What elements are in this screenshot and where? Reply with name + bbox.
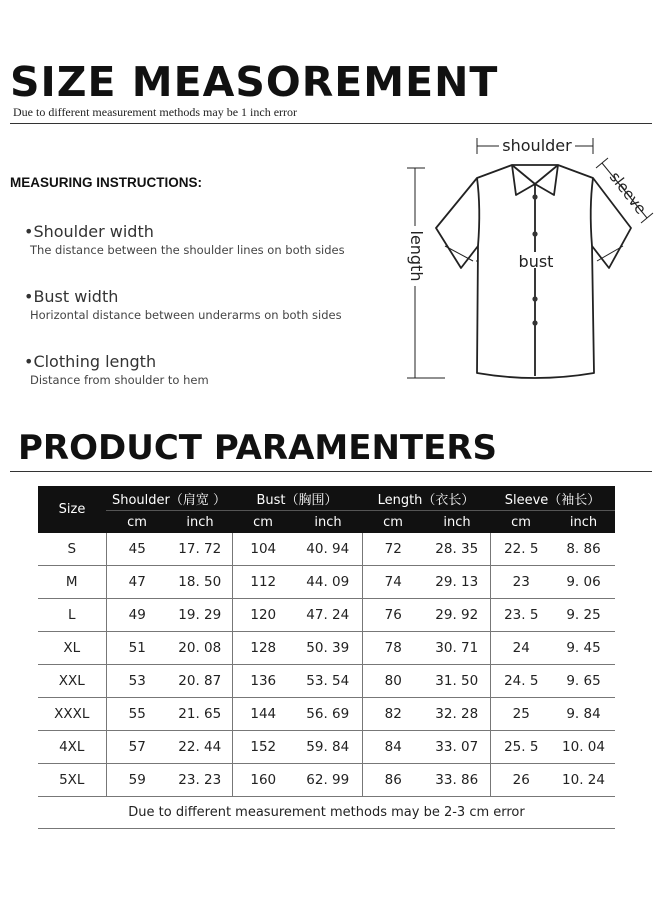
cell-shoulder-cm: 53: [106, 665, 168, 698]
sub-header-inch: inch: [424, 511, 490, 534]
page-subtitle: Due to different measurement methods may be 1 inch error: [13, 105, 298, 119]
cell-sleeve-inch: 9. 65: [552, 665, 615, 698]
col-header-bust: Bust（胸围）: [232, 486, 362, 511]
sub-header-cm: cm: [362, 511, 424, 534]
cell-length-inch: 29. 13: [424, 566, 490, 599]
cell-bust-cm: 104: [232, 533, 294, 566]
cell-length-inch: 31. 50: [424, 665, 490, 698]
sub-header-inch: inch: [294, 511, 362, 534]
cell-bust-cm: 152: [232, 731, 294, 764]
cell-size: S: [38, 533, 106, 566]
cell-shoulder-inch: 17. 72: [168, 533, 232, 566]
sub-header-cm: cm: [106, 511, 168, 534]
sub-header-cm: cm: [490, 511, 552, 534]
cell-size: 5XL: [38, 764, 106, 797]
sub-header-inch: inch: [168, 511, 232, 534]
cell-bust-inch: 56. 69: [294, 698, 362, 731]
cell-length-cm: 74: [362, 566, 424, 599]
diagram-label-shoulder: shoulder: [502, 136, 572, 155]
table-row: [38, 764, 615, 797]
cell-shoulder-cm: 55: [106, 698, 168, 731]
diagram-label-sleeve: sleeve: [605, 168, 650, 218]
product-divider: [10, 471, 652, 472]
cell-length-inch: 28. 35: [424, 533, 490, 566]
cell-size: XXXL: [38, 698, 106, 731]
cell-length-inch: 32. 28: [424, 698, 490, 731]
cell-length-inch: 33. 86: [424, 764, 490, 797]
cell-length-cm: 84: [362, 731, 424, 764]
cell-length-cm: 72: [362, 533, 424, 566]
cell-length-inch: 30. 71: [424, 632, 490, 665]
cell-length-cm: 82: [362, 698, 424, 731]
cell-shoulder-inch: 23. 23: [168, 764, 232, 797]
cell-bust-inch: 47. 24: [294, 599, 362, 632]
footnote-divider: [38, 828, 615, 829]
cell-sleeve-inch: 10. 24: [552, 764, 615, 797]
cell-length-inch: 33. 07: [424, 731, 490, 764]
cell-size: XL: [38, 632, 106, 665]
product-title: PRODUCT PARAMENTERS: [18, 428, 498, 468]
cell-bust-cm: 128: [232, 632, 294, 665]
cell-bust-inch: 44. 09: [294, 566, 362, 599]
cell-sleeve-cm: 24: [490, 632, 552, 665]
header-divider: [10, 123, 652, 124]
cell-shoulder-cm: 47: [106, 566, 168, 599]
diagram-label-length: length: [407, 230, 426, 282]
table-row: [38, 599, 615, 632]
cell-shoulder-cm: 45: [106, 533, 168, 566]
instruction-length: [24, 352, 209, 387]
cell-bust-inch: 40. 94: [294, 533, 362, 566]
col-header-sleeve: Sleeve（袖长）: [490, 486, 615, 511]
cell-shoulder-cm: 57: [106, 731, 168, 764]
cell-sleeve-inch: 9. 45: [552, 632, 615, 665]
cell-size: L: [38, 599, 106, 632]
cell-sleeve-cm: 26: [490, 764, 552, 797]
cell-shoulder-inch: 18. 50: [168, 566, 232, 599]
cell-shoulder-inch: 21. 65: [168, 698, 232, 731]
instructions-heading: MEASURING INSTRUCTIONS:: [10, 175, 202, 190]
table-row: [38, 533, 615, 566]
instruction-desc: Distance from shoulder to hem: [30, 373, 209, 387]
cell-sleeve-cm: 24. 5: [490, 665, 552, 698]
col-header-shoulder: Shoulder（肩宽 ）: [106, 486, 232, 511]
cell-shoulder-cm: 51: [106, 632, 168, 665]
table-row: [38, 698, 615, 731]
col-header-size: Size: [38, 486, 106, 533]
cell-sleeve-inch: 10. 04: [552, 731, 615, 764]
cell-shoulder-inch: 19. 29: [168, 599, 232, 632]
cell-bust-cm: 144: [232, 698, 294, 731]
cell-bust-inch: 50. 39: [294, 632, 362, 665]
cell-bust-cm: 112: [232, 566, 294, 599]
cell-bust-inch: 62. 99: [294, 764, 362, 797]
cell-bust-cm: 160: [232, 764, 294, 797]
cell-size: M: [38, 566, 106, 599]
shirt-diagram: [395, 128, 657, 388]
cell-sleeve-inch: 9. 84: [552, 698, 615, 731]
instruction-title: •Shoulder width: [24, 222, 154, 241]
cell-sleeve-cm: 25: [490, 698, 552, 731]
cell-sleeve-cm: 23: [490, 566, 552, 599]
cell-length-cm: 80: [362, 665, 424, 698]
table-row: [38, 731, 615, 764]
sub-header-inch: inch: [552, 511, 615, 534]
cell-shoulder-inch: 22. 44: [168, 731, 232, 764]
cell-shoulder-cm: 59: [106, 764, 168, 797]
instruction-bust: [24, 287, 342, 322]
cell-sleeve-cm: 22. 5: [490, 533, 552, 566]
table-row: [38, 665, 615, 698]
cell-sleeve-cm: 23. 5: [490, 599, 552, 632]
cell-sleeve-cm: 25. 5: [490, 731, 552, 764]
cell-shoulder-inch: 20. 08: [168, 632, 232, 665]
table-row: [38, 566, 615, 599]
cell-bust-inch: 59. 84: [294, 731, 362, 764]
cell-shoulder-inch: 20. 87: [168, 665, 232, 698]
page-title: SIZE MEASOREMENT: [10, 58, 499, 106]
cell-sleeve-inch: 8. 86: [552, 533, 615, 566]
cell-bust-cm: 136: [232, 665, 294, 698]
size-table: [38, 486, 615, 797]
cell-size: XXL: [38, 665, 106, 698]
table-footnote: Due to different measurement methods may be 2-3 cm error: [128, 805, 525, 820]
cell-sleeve-inch: 9. 25: [552, 599, 615, 632]
cell-bust-inch: 53. 54: [294, 665, 362, 698]
instruction-shoulder: [24, 222, 345, 257]
instruction-desc: The distance between the shoulder lines on both sides: [30, 243, 345, 257]
cell-length-inch: 29. 92: [424, 599, 490, 632]
instruction-title: •Clothing length: [24, 352, 157, 371]
cell-length-cm: 76: [362, 599, 424, 632]
col-header-length: Length（衣长）: [362, 486, 490, 511]
cell-length-cm: 86: [362, 764, 424, 797]
cell-size: 4XL: [38, 731, 106, 764]
table-row: [38, 632, 615, 665]
cell-sleeve-inch: 9. 06: [552, 566, 615, 599]
sub-header-cm: cm: [232, 511, 294, 534]
instruction-title: •Bust width: [24, 287, 119, 306]
instruction-desc: Horizontal distance between underarms on both sides: [30, 308, 342, 322]
cell-shoulder-cm: 49: [106, 599, 168, 632]
cell-bust-cm: 120: [232, 599, 294, 632]
diagram-label-bust: bust: [518, 252, 554, 271]
cell-length-cm: 78: [362, 632, 424, 665]
